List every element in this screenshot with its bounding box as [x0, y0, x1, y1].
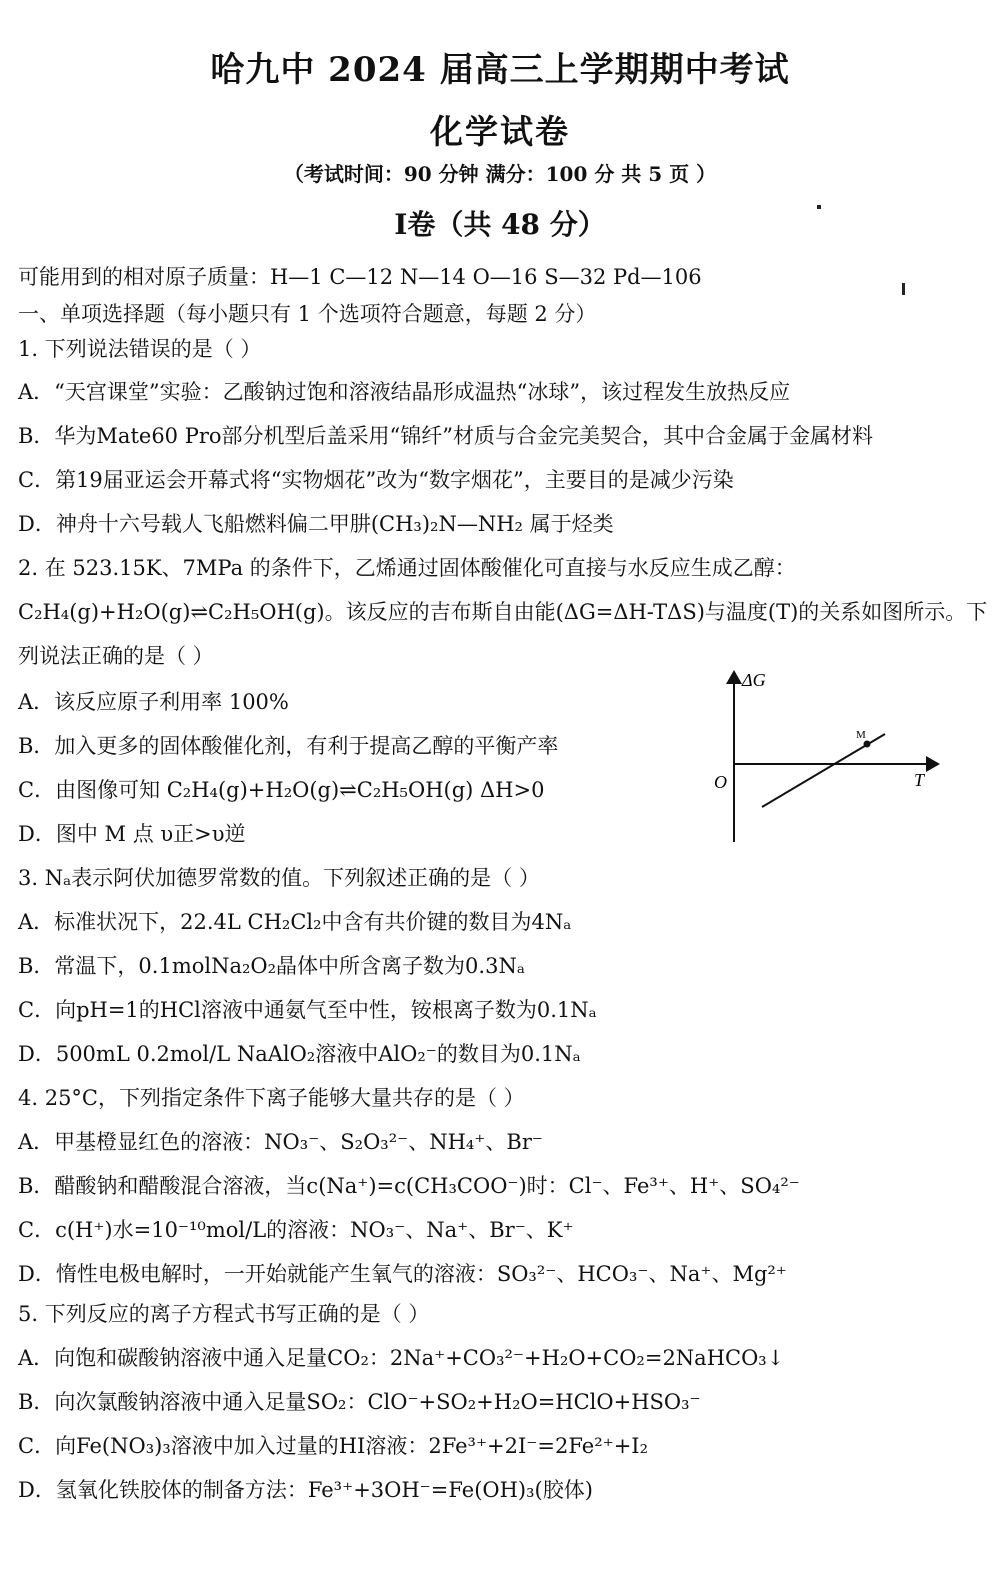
q3-stem: 3. Nₐ表示阿伏加德罗常数的值。下列叙述正确的是（ ） — [18, 866, 540, 890]
atomic-masses: 可能用到的相对原子质量：H—1 C—12 N—14 O—16 S—32 Pd—106 — [18, 265, 702, 289]
q1-option-d: D．神舟十六号载人飞船燃料偏二甲肼(CH₃)₂N—NH₂ 属于烃类 — [18, 512, 614, 536]
q4-option-c: C．c(H⁺)水=10⁻¹⁰mol/L的溶液：NO₃⁻、Na⁺、Br⁻、K⁺ — [18, 1218, 574, 1242]
exam-title: 哈九中 2024 届高三上学期期中考试 — [210, 50, 790, 90]
q2-stem-line3: 列说法正确的是（ ） — [18, 644, 214, 668]
q2-stem-line2: C₂H₄(g)+H₂O(g)⇌C₂H₅OH(g)。该反应的吉布斯自由能(ΔG=ΔH-TΔS)与温度(T)的关系如图所示。下 — [18, 600, 988, 624]
q5-option-b: B．向次氯酸钠溶液中通入足量SO₂：ClO⁻+SO₂+H₂O=HClO+HSO₃⁻ — [18, 1390, 701, 1414]
q5-option-c: C．向Fe(NO₃)₃溶液中加入过量的HI溶液：2Fe³⁺+2I⁻=2Fe²⁺+I₂ — [18, 1434, 649, 1458]
q4-option-b: B．醋酸钠和醋酸混合溶液，当c(Na⁺)=c(CH₃COO⁻)时：Cl⁻、Fe³⁺、H⁺、SO₄²⁻ — [18, 1174, 800, 1198]
q5-option-a: A．向饱和碳酸钠溶液中通入足量CO₂：2Na⁺+CO₃²⁻+H₂O+CO₂=2NaHCO₃↓ — [18, 1346, 785, 1370]
scan-speck — [817, 205, 821, 209]
q4-option-d: D．惰性电极电解时，一开始就能产生氧气的溶液：SO₃²⁻、HCO₃⁻、Na⁺、Mg²⁺ — [18, 1262, 787, 1286]
q3-option-a: A．标准状况下，22.4L CH₂Cl₂中含有共价键的数目为4Nₐ — [18, 910, 572, 934]
scan-speck — [902, 283, 905, 295]
q4-option-a: A．甲基橙显红色的溶液：NO₃⁻、S₂O₃²⁻、NH₄⁺、Br⁻ — [18, 1130, 543, 1154]
x-axis-label: T — [914, 770, 925, 790]
q2-stem-line1: 2. 在 523.15K、7MPa 的条件下，乙烯通过固体酸催化可直接与水反应生成乙醇： — [18, 556, 796, 580]
q3-option-d: D．500mL 0.2mol/L NaAlO₂溶液中AlO₂⁻的数目为0.1Nₐ — [18, 1042, 581, 1066]
q2-option-a: A．该反应原子利用率 100% — [18, 690, 289, 714]
exam-info: （考试时间：90 分钟 满分：100 分 共 5 页 ） — [283, 162, 717, 186]
q2-option-b: B．加入更多的固体酸催化剂，有利于提高乙醇的平衡产率 — [18, 734, 559, 758]
q5-option-d: D．氢氧化铁胶体的制备方法：Fe³⁺+3OH⁻=Fe(OH)₃(胶体) — [18, 1478, 593, 1502]
origin-label: O — [714, 772, 727, 792]
point-m-label: M — [856, 729, 866, 741]
part1-heading: 一、单项选择题（每小题只有 1 个选项符合题意，每题 2 分） — [18, 302, 597, 326]
q1-option-b: B．华为Mate60 Pro部分机型后盖采用“锦纤”材质与合金完美契合，其中合金属于金属材料 — [18, 424, 873, 448]
q1-option-a: A．“天宫课堂”实验：乙酸钠过饱和溶液结晶形成温热“冰球”，该过程发生放热反应 — [18, 380, 791, 404]
q5-stem: 5. 下列反应的离子方程式书写正确的是（ ） — [18, 1302, 430, 1326]
point-m — [864, 741, 871, 748]
q3-option-c: C．向pH=1的HCl溶液中通氨气至中性，铵根离子数为0.1Nₐ — [18, 998, 597, 1022]
delta-g-graph — [700, 664, 950, 849]
q2-option-d: D．图中 M 点 υ正>υ逆 — [18, 822, 246, 846]
section-heading: I卷（共 48 分） — [394, 208, 606, 241]
exam-subject: 化学试卷 — [430, 112, 570, 151]
q2-option-c: C．由图像可知 C₂H₄(g)+H₂O(g)⇌C₂H₅OH(g) ΔH>0 — [18, 778, 545, 802]
q3-option-b: B．常温下，0.1molNa₂O₂晶体中所含离子数为0.3Nₐ — [18, 954, 525, 978]
y-axis-label: ΔG — [742, 670, 766, 690]
q1-option-c: C．第19届亚运会开幕式将“实物烟花”改为“数字烟花”，主要目的是减少污染 — [18, 468, 734, 492]
q1-stem: 1. 下列说法错误的是（ ） — [18, 337, 262, 361]
q4-stem: 4. 25°C，下列指定条件下离子能够大量共存的是（ ） — [18, 1086, 525, 1110]
